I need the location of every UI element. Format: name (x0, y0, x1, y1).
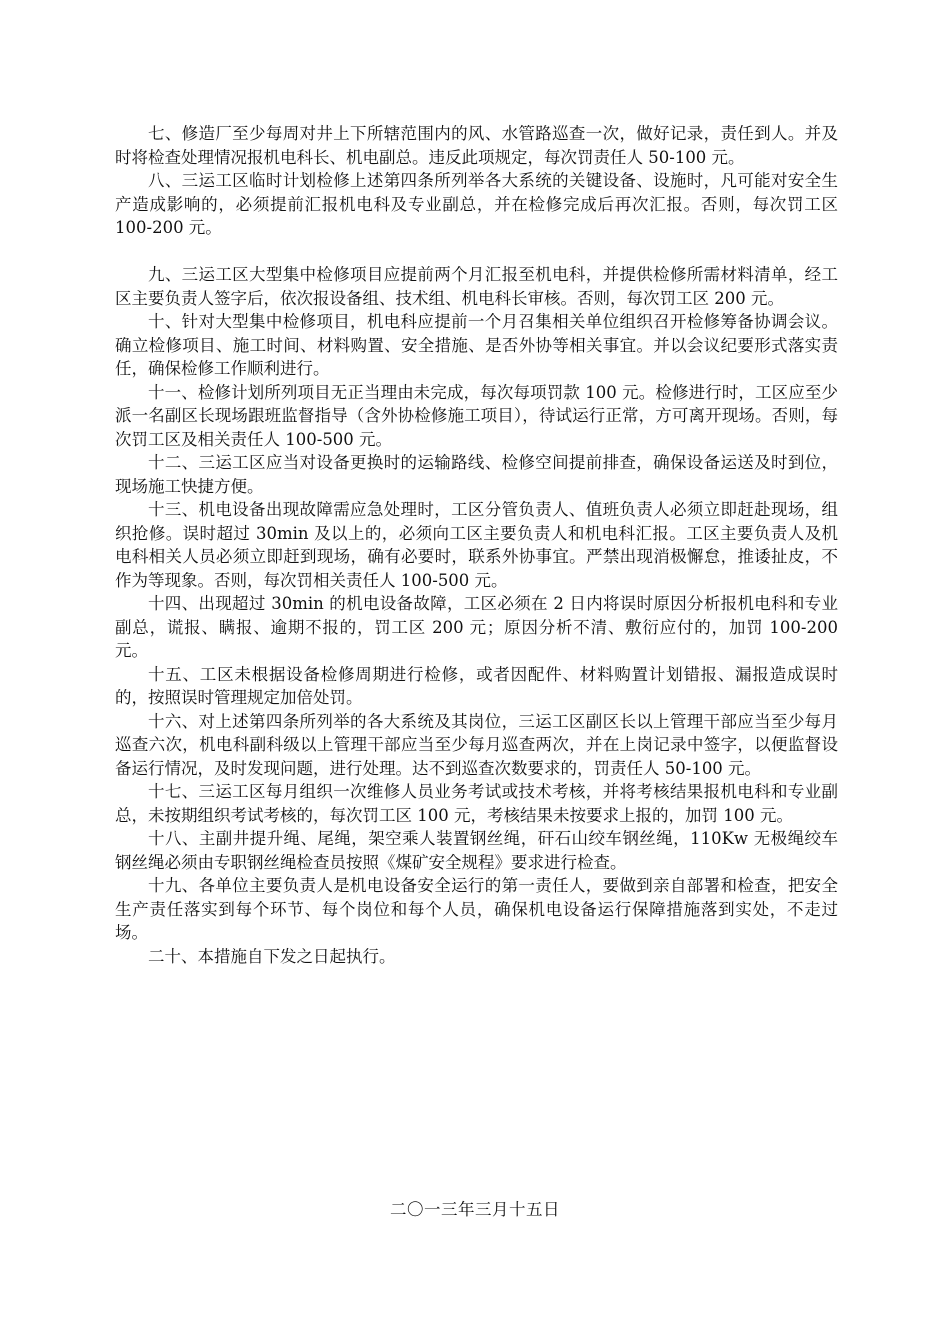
paragraph-7: 七、修造厂至少每周对井上下所辖范围内的风、水管路巡查一次，做好记录，责任到人。并及时将检查处理情况报机电科长、机电副总。违反此项规定，每次罚责任人 50-100 元。 (115, 124, 838, 167)
paragraph-14: 十四、出现超过 30min 的机电设备故障，工区必须在 2 日内将误时原因分析报机电科和专业副总，谎报、瞒报、逾期不报的，罚工区 200 元；原因分析不清、敷衍应付的，加罚 100-200 元。 (115, 594, 838, 660)
paragraph-18: 十八、主副井提升绳、尾绳，架空乘人装置钢丝绳，矸石山绞车钢丝绳，110Kw 无极绳绞车钢丝绳必须由专职钢丝绳检查员按照《煤矿安全规程》要求进行检查。 (115, 829, 838, 872)
paragraph-10: 十、针对大型集中检修项目，机电科应提前一个月召集相关单位组织召开检修筹备协调会议。确立检修项目、施工时间、材料购置、安全措施、是否外协等相关事宜。并以会议纪要形式落实责任，确保检修工作顺利进行。 (115, 312, 838, 378)
paragraph-17: 十七、三运工区每月组织一次维修人员业务考试或技术考核，并将考核结果报机电科和专业副总，未按期组织考试考核的，每次罚工区 100 元，考核结果未按要求上报的，加罚 100 元。 (115, 782, 838, 825)
paragraph-15: 十五、工区未根据设备检修周期进行检修，或者因配件、材料购置计划错报、漏报造成误时的，按照误时管理规定加倍处罚。 (115, 664, 838, 707)
paragraph-16: 十六、对上述第四条所列举的各大系统及其岗位，三运工区副区长以上管理干部应当至少每月巡查六次，机电科副科级以上管理干部应当至少每月巡查两次，并在上岗记录中签字，以便监督设备运行情况，及时发现问题，进行处理。达不到巡查次数要求的，罚责任人 50-100 元。 (115, 711, 838, 778)
paragraph-11: 十一、检修计划所列项目无正当理由未完成，每次每项罚款 100 元。检修进行时，工区应至少派一名副区长现场跟班监督指导（含外协检修施工项目），待试运行正常，方可离开现场。否则，每次罚工区及相关责任人 100-500 元。 (115, 382, 838, 449)
document-body (115, 122, 838, 968)
document-date: 二〇一三年三月十五日 (390, 1200, 560, 1219)
paragraph-8: 八、三运工区临时计划检修上述第四条所列举各大系统的关键设备、设施时，凡可能对安全生产造成影响的，必须提前汇报机电科及专业副总，并在检修完成后再次汇报。否则，每次罚工区 100-200 元。 (115, 171, 838, 237)
paragraph-19: 十九、各单位主要负责人是机电设备安全运行的第一责任人，要做到亲自部署和检查，把安全生产责任落实到每个环节、每个岗位和每个人员，确保机电设备运行保障措施落到实处，不走过场。 (115, 876, 838, 942)
paragraph-13: 十三、机电设备出现故障需应急处理时，工区分管负责人、值班负责人必须立即赶赴现场，组织抢修。误时超过 30min 及以上的，必须向工区主要负责人和机电科汇报。工区主要负责人及机电科相关人员必须立即赶到现场，确有必要时，联系外协事宜。严禁出现消极懈怠，推诿扯皮，不作为等现象。否则，每次罚相关责任人 100-500 元。 (115, 500, 838, 590)
paragraph-9: 九、三运工区大型集中检修项目应提前两个月汇报至机电科，并提供检修所需材料清单，经工区主要负责人签字后，依次报设备组、技术组、机电科长审核。否则，每次罚工区 200 元。 (115, 265, 838, 308)
paragraph-20: 二十、本措施自下发之日起执行。 (148, 946, 396, 966)
paragraph-12: 十二、三运工区应当对设备更换时的运输路线、检修空间提前排查，确保设备运送及时到位，现场施工快捷方便。 (115, 453, 838, 496)
